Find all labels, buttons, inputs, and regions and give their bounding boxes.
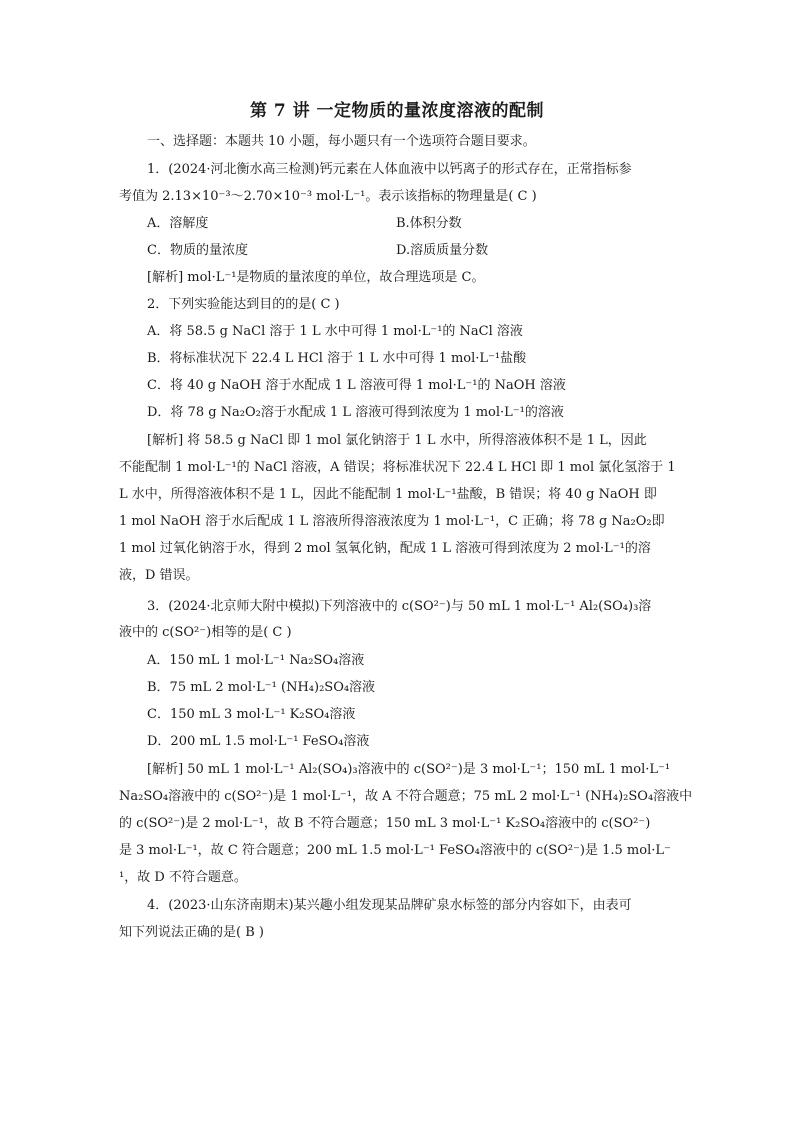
q1-option-d: D.溶质质量分数 xyxy=(396,243,489,258)
q2-option-c: C．将 40 g NaOH 溶于水配成 1 L 溶液可得 1 mol·L⁻¹的 NaOH 溶液 xyxy=(147,378,566,393)
q3-option-d: D．200 mL 1.5 mol·L⁻¹ FeSO₄溶液 xyxy=(147,734,370,749)
q3-explanation-line-5: ¹，故 D 不符合题意。 xyxy=(119,870,247,885)
q3-option-b: B．75 mL 2 mol·L⁻¹ (NH₄)₂SO₄溶液 xyxy=(147,680,376,695)
q2-option-d: D．将 78 g Na₂O₂溶于水配成 1 L 溶液可得到浓度为 1 mol·L⁻¹的溶液 xyxy=(147,405,564,420)
q2-explanation-line-4: 1 mol NaOH 溶于水后配成 1 L 溶液所得溶液浓度为 1 mol·L⁻¹，C 正确；将 78 g Na₂O₂即 xyxy=(119,514,665,529)
q1-option-b: B.体积分数 xyxy=(396,216,462,231)
q3-stem-line-2: 液中的 c(SO²⁻)相等的是( C ) xyxy=(119,625,292,640)
q2-stem: 2．下列实验能达到目的的是( C ) xyxy=(147,297,340,312)
q3-explanation-line-3: 的 c(SO²⁻)是 2 mol·L⁻¹，故 B 不符合题意；150 mL 3 mol·L⁻¹ K₂SO₄溶液中的 c(SO²⁻) xyxy=(119,816,651,831)
q3-explanation-line-2: Na₂SO₄溶液中的 c(SO²⁻)是 1 mol·L⁻¹，故 A 不符合题意；75 mL 2 mol·L⁻¹ (NH₄)₂SO₄溶液中 xyxy=(119,789,693,804)
q2-option-a: A．将 58.5 g NaCl 溶于 1 L 水中可得 1 mol·L⁻¹的 NaCl 溶液 xyxy=(147,324,523,339)
q2-explanation-line-3: L 水中，所得溶液体积不是 1 L，因此不能配制 1 mol·L⁻¹盐酸，B 错误；将 40 g NaOH 即 xyxy=(119,487,657,502)
q3-explanation-line-1: [解析] 50 mL 1 mol·L⁻¹ Al₂(SO₄)₃溶液中的 c(SO²⁻)是 3 mol·L⁻¹；150 mL 1 mol·L⁻¹ xyxy=(147,762,671,777)
q1-explanation: [解析] mol·L⁻¹是物质的量浓度的单位，故合理选项是 C。 xyxy=(147,270,485,285)
q1-option-a: A．溶解度 xyxy=(147,216,209,231)
q3-option-a: A．150 mL 1 mol·L⁻¹ Na₂SO₄溶液 xyxy=(147,653,365,668)
q1-option-c: C．物质的量浓度 xyxy=(147,243,248,258)
q1-stem-line-1: 1．(2024·河北衡水高三检测)钙元素在人体血液中以钙离子的形式存在，正常指标参 xyxy=(147,162,632,177)
q2-explanation-line-1: [解析] 将 58.5 g NaCl 即 1 mol 氯化钠溶于 1 L 水中，所得溶液体积不是 1 L，因此 xyxy=(147,433,647,448)
q4-stem-line-1: 4．(2023·山东济南期末)某兴趣小组发现某品牌矿泉水标签的部分内容如下，由表可 xyxy=(147,898,632,913)
q3-stem-line-1: 3．(2024·北京师大附中模拟)下列溶液中的 c(SO²⁻)与 50 mL 1 mol·L⁻¹ Al₂(SO₄)₃溶 xyxy=(147,599,652,614)
page-title: 第 7 讲 一定物质的量浓度溶液的配制 xyxy=(249,101,545,121)
q2-explanation-line-5: 1 mol 过氧化钠溶于水，得到 2 mol 氢氧化钠，配成 1 L 溶液可得到浓度为 2 mol·L⁻¹的溶 xyxy=(119,541,651,556)
q2-explanation-line-6: 液，D 错误。 xyxy=(119,568,199,583)
q3-explanation-line-4: 是 3 mol·L⁻¹，故 C 符合题意；200 mL 1.5 mol·L⁻¹ FeSO₄溶液中的 c(SO²⁻)是 1.5 mol·L⁻ xyxy=(119,843,671,858)
q1-stem-line-2: 考值为 2.13×10⁻³～2.70×10⁻³ mol·L⁻¹。表示该指标的物理量是( C ) xyxy=(119,189,537,204)
q2-explanation-line-2: 不能配制 1 mol·L⁻¹的 NaCl 溶液，A 错误；将标准状况下 22.4 L HCl 即 1 mol 氯化氢溶于 1 xyxy=(119,460,676,475)
q3-option-c: C．150 mL 3 mol·L⁻¹ K₂SO₄溶液 xyxy=(147,707,356,722)
section-intro: 一、选择题：本题共 10 小题，每小题只有一个选项符合题目要求。 xyxy=(147,134,536,149)
q4-stem-line-2: 知下列说法正确的是( B ) xyxy=(119,925,264,940)
q2-option-b: B．将标准状况下 22.4 L HCl 溶于 1 L 水中可得 1 mol·L⁻¹盐酸 xyxy=(147,351,527,366)
